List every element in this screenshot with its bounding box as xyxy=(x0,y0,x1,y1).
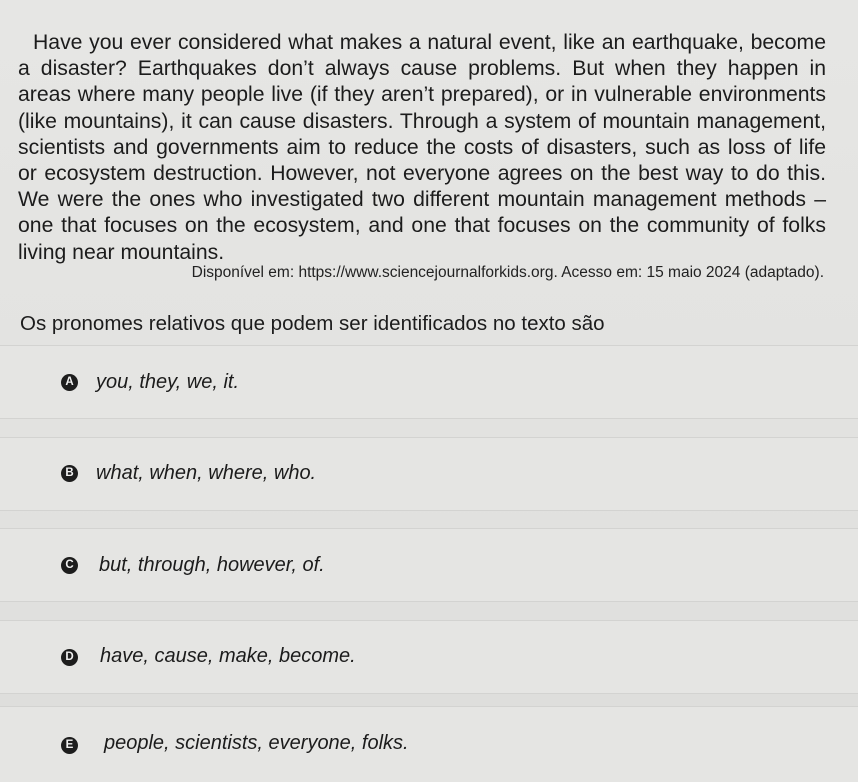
option-letter-badge: A xyxy=(61,374,78,391)
option-text: have, cause, make, become. xyxy=(100,645,356,667)
passage-line: areas where many people live (if they aren’t prepared), or in vulnerable environments xyxy=(18,83,826,107)
source-citation: Disponível em: https://www.sciencejournalforkids.org. Acesso em: 15 maio 2024 (adaptado). xyxy=(191,264,824,281)
option-text: people, scientists, everyone, folks. xyxy=(104,732,409,754)
question-prompt: Os pronomes relativos que podem ser identificados no texto são xyxy=(20,312,605,335)
reading-passage xyxy=(18,30,826,266)
option-d[interactable] xyxy=(0,620,858,694)
option-a[interactable] xyxy=(0,345,858,419)
option-c[interactable] xyxy=(0,528,858,602)
passage-line: a disaster? Earthquakes don’t always cause problems. But when they happen in xyxy=(18,57,826,81)
option-text: but, through, however, of. xyxy=(99,554,325,576)
option-letter-badge: E xyxy=(61,737,78,754)
option-text: what, when, where, who. xyxy=(96,462,317,484)
option-text: you, they, we, it. xyxy=(96,371,240,393)
option-letter-badge: C xyxy=(61,557,78,574)
passage-line: or ecosystem destruction. However, not everyone agrees on the best way to do this. xyxy=(18,162,826,186)
option-b[interactable] xyxy=(0,437,858,511)
passage-line: We were the ones who investigated two different mountain management methods – xyxy=(18,188,826,212)
passage-line: one that focuses on the ecosystem, and one that focuses on the community of folks xyxy=(18,214,826,238)
option-letter-badge: B xyxy=(61,465,78,482)
passage-line: living near mountains. xyxy=(18,240,225,264)
option-e[interactable] xyxy=(0,706,858,782)
passage-line: scientists and governments aim to reduce the costs of disasters, such as loss of life xyxy=(18,135,826,159)
passage-line: Have you ever considered what makes a natural event, like an earthquake, become xyxy=(33,31,826,54)
option-letter-badge: D xyxy=(61,649,78,666)
passage-line: (like mountains), it can cause disasters. Through a system of mountain management, xyxy=(18,109,826,133)
